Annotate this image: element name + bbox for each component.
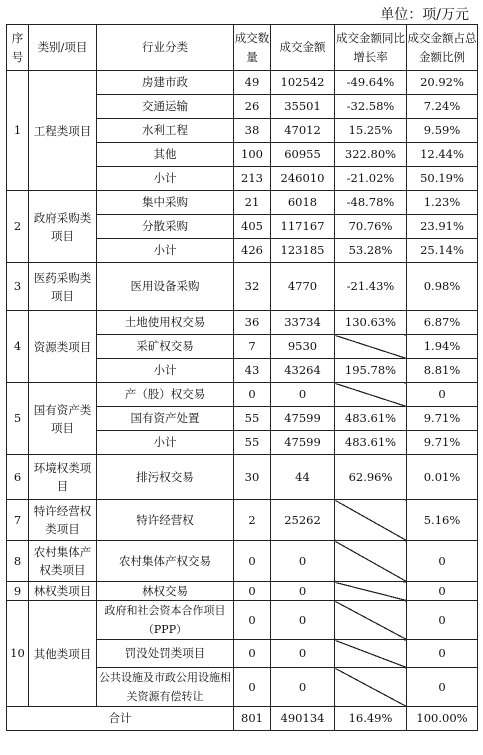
amount-cell: 47012: [271, 119, 335, 143]
count-cell: 26: [234, 95, 271, 119]
category-cell: 林权类项目: [29, 582, 97, 601]
share-cell: 20.92%: [407, 71, 478, 95]
header-category: 类别/项目: [29, 25, 97, 71]
row-number: 3: [7, 263, 29, 311]
share-cell: 0.98%: [407, 263, 478, 311]
share-cell: 7.24%: [407, 95, 478, 119]
count-cell: 0: [234, 582, 271, 601]
amount-cell: 0: [271, 640, 335, 668]
share-cell: 25.14%: [407, 239, 478, 263]
industry-cell: 罚没处罚类项目: [97, 640, 234, 668]
growth-cell-empty: [335, 668, 407, 707]
share-cell: 0: [407, 668, 478, 707]
industry-cell: 小计: [97, 239, 234, 263]
industry-cell: 产（股）权交易: [97, 383, 234, 407]
header-industry: 行业分类: [97, 25, 234, 71]
header-no: 序号: [7, 25, 29, 71]
share-cell: 0: [407, 640, 478, 668]
table-row: [7, 263, 478, 311]
total-growth: 16.49%: [335, 707, 407, 731]
table-row: [7, 601, 478, 640]
growth-cell-empty: [335, 582, 407, 601]
growth-cell-empty: [335, 640, 407, 668]
statistics-table: [6, 24, 478, 731]
share-cell: 0: [407, 601, 478, 640]
industry-cell: 水利工程: [97, 119, 234, 143]
category-cell: 工程类项目: [29, 71, 97, 191]
total-label: 合计: [7, 707, 234, 731]
share-cell: 6.87%: [407, 311, 478, 335]
count-cell: 100: [234, 143, 271, 167]
share-cell: 1.94%: [407, 335, 478, 359]
amount-cell: 9530: [271, 335, 335, 359]
growth-cell: -48.78%: [335, 191, 407, 215]
total-row: [7, 707, 478, 731]
table-row: [7, 191, 478, 215]
header-share: 成交金额占总金额比例: [407, 25, 478, 71]
industry-cell: 农村集体产权交易: [97, 541, 234, 582]
share-cell: 5.16%: [407, 500, 478, 541]
growth-cell: 130.63%: [335, 311, 407, 335]
industry-cell: 公共设施及市政公用设施相关资源有偿转让: [97, 668, 234, 707]
growth-cell: 62.96%: [335, 455, 407, 500]
row-number: 2: [7, 191, 29, 263]
amount-cell: 246010: [271, 167, 335, 191]
industry-cell: 交通运输: [97, 95, 234, 119]
industry-cell: 国有资产处置: [97, 407, 234, 431]
growth-cell: 483.61%: [335, 407, 407, 431]
amount-cell: 44: [271, 455, 335, 500]
amount-cell: 0: [271, 582, 335, 601]
count-cell: 0: [234, 383, 271, 407]
share-cell: 12.44%: [407, 143, 478, 167]
amount-cell: 0: [271, 668, 335, 707]
count-cell: 32: [234, 263, 271, 311]
growth-cell-empty: [335, 335, 407, 359]
category-cell: 资源类项目: [29, 311, 97, 383]
table-row: [7, 71, 478, 95]
count-cell: 213: [234, 167, 271, 191]
growth-cell: -49.64%: [335, 71, 407, 95]
table-body: [7, 71, 478, 707]
row-number: 5: [7, 383, 29, 455]
category-cell: 其他类项目: [29, 601, 97, 707]
count-cell: 49: [234, 71, 271, 95]
share-cell: 9.71%: [407, 431, 478, 455]
growth-cell-empty: [335, 541, 407, 582]
amount-cell: 35501: [271, 95, 335, 119]
growth-cell: 195.78%: [335, 359, 407, 383]
row-number: 6: [7, 455, 29, 500]
amount-cell: 33734: [271, 311, 335, 335]
amount-cell: 60955: [271, 143, 335, 167]
share-cell: 0: [407, 383, 478, 407]
count-cell: 21: [234, 191, 271, 215]
category-cell: 医药采购类项目: [29, 263, 97, 311]
industry-cell: 林权交易: [97, 582, 234, 601]
growth-cell: -21.43%: [335, 263, 407, 311]
industry-cell: 特许经营权: [97, 500, 234, 541]
industry-cell: 其他: [97, 143, 234, 167]
header-growth: 成交金额同比增长率: [335, 25, 407, 71]
amount-cell: 0: [271, 541, 335, 582]
share-cell: 8.81%: [407, 359, 478, 383]
amount-cell: 0: [271, 601, 335, 640]
count-cell: 0: [234, 640, 271, 668]
count-cell: 55: [234, 431, 271, 455]
row-number: 1: [7, 71, 29, 191]
industry-cell: 分散采购: [97, 215, 234, 239]
growth-cell: -21.02%: [335, 167, 407, 191]
amount-cell: 4770: [271, 263, 335, 311]
amount-cell: 123185: [271, 239, 335, 263]
industry-cell: 房建市政: [97, 71, 234, 95]
row-number: 10: [7, 601, 29, 707]
share-cell: 9.59%: [407, 119, 478, 143]
growth-cell: 15.25%: [335, 119, 407, 143]
share-cell: 50.19%: [407, 167, 478, 191]
header-row: [7, 25, 478, 71]
industry-cell: 小计: [97, 431, 234, 455]
header-amount: 成交金额: [271, 25, 335, 71]
count-cell: 30: [234, 455, 271, 500]
share-cell: 0: [407, 582, 478, 601]
count-cell: 0: [234, 541, 271, 582]
row-number: 7: [7, 500, 29, 541]
count-cell: 0: [234, 668, 271, 707]
table-row: [7, 582, 478, 601]
category-cell: 环境权类项目: [29, 455, 97, 500]
amount-cell: 0: [271, 383, 335, 407]
count-cell: 405: [234, 215, 271, 239]
count-cell: 0: [234, 601, 271, 640]
growth-cell-empty: [335, 383, 407, 407]
industry-cell: 医用设备采购: [97, 263, 234, 311]
table-row: [7, 311, 478, 335]
industry-cell: 排污权交易: [97, 455, 234, 500]
share-cell: 23.91%: [407, 215, 478, 239]
industry-cell: 采矿权交易: [97, 335, 234, 359]
amount-cell: 47599: [271, 407, 335, 431]
count-cell: 426: [234, 239, 271, 263]
row-number: 8: [7, 541, 29, 582]
industry-cell: 政府和社会资本合作项目（PPP）: [97, 601, 234, 640]
header-count: 成交数量: [234, 25, 271, 71]
industry-cell: 小计: [97, 359, 234, 383]
amount-cell: 47599: [271, 431, 335, 455]
unit-label: 单位：项/万元: [380, 7, 469, 23]
share-cell: 0: [407, 541, 478, 582]
total-count: 801: [234, 707, 271, 731]
amount-cell: 117167: [271, 215, 335, 239]
table-row: [7, 541, 478, 582]
amount-cell: 43264: [271, 359, 335, 383]
growth-cell-empty: [335, 601, 407, 640]
category-cell: 国有资产类项目: [29, 383, 97, 455]
count-cell: 38: [234, 119, 271, 143]
count-cell: 36: [234, 311, 271, 335]
growth-cell-empty: [335, 500, 407, 541]
category-cell: 特许经营权类项目: [29, 500, 97, 541]
industry-cell: 土地使用权交易: [97, 311, 234, 335]
table-row: [7, 455, 478, 500]
share-cell: 9.71%: [407, 407, 478, 431]
growth-cell: 322.80%: [335, 143, 407, 167]
total-share: 100.00%: [407, 707, 478, 731]
share-cell: 1.23%: [407, 191, 478, 215]
count-cell: 7: [234, 335, 271, 359]
growth-cell: 53.28%: [335, 239, 407, 263]
count-cell: 2: [234, 500, 271, 541]
table-row: [7, 500, 478, 541]
row-number: 4: [7, 311, 29, 383]
count-cell: 55: [234, 407, 271, 431]
growth-cell: -32.58%: [335, 95, 407, 119]
growth-cell: 483.61%: [335, 431, 407, 455]
row-number: 9: [7, 582, 29, 601]
amount-cell: 6018: [271, 191, 335, 215]
category-cell: 农村集体产权类项目: [29, 541, 97, 582]
total-amount: 490134: [271, 707, 335, 731]
growth-cell: 70.76%: [335, 215, 407, 239]
table-row: [7, 383, 478, 407]
count-cell: 43: [234, 359, 271, 383]
category-cell: 政府采购类项目: [29, 191, 97, 263]
share-cell: 0.01%: [407, 455, 478, 500]
amount-cell: 25262: [271, 500, 335, 541]
industry-cell: 小计: [97, 167, 234, 191]
amount-cell: 102542: [271, 71, 335, 95]
industry-cell: 集中采购: [97, 191, 234, 215]
